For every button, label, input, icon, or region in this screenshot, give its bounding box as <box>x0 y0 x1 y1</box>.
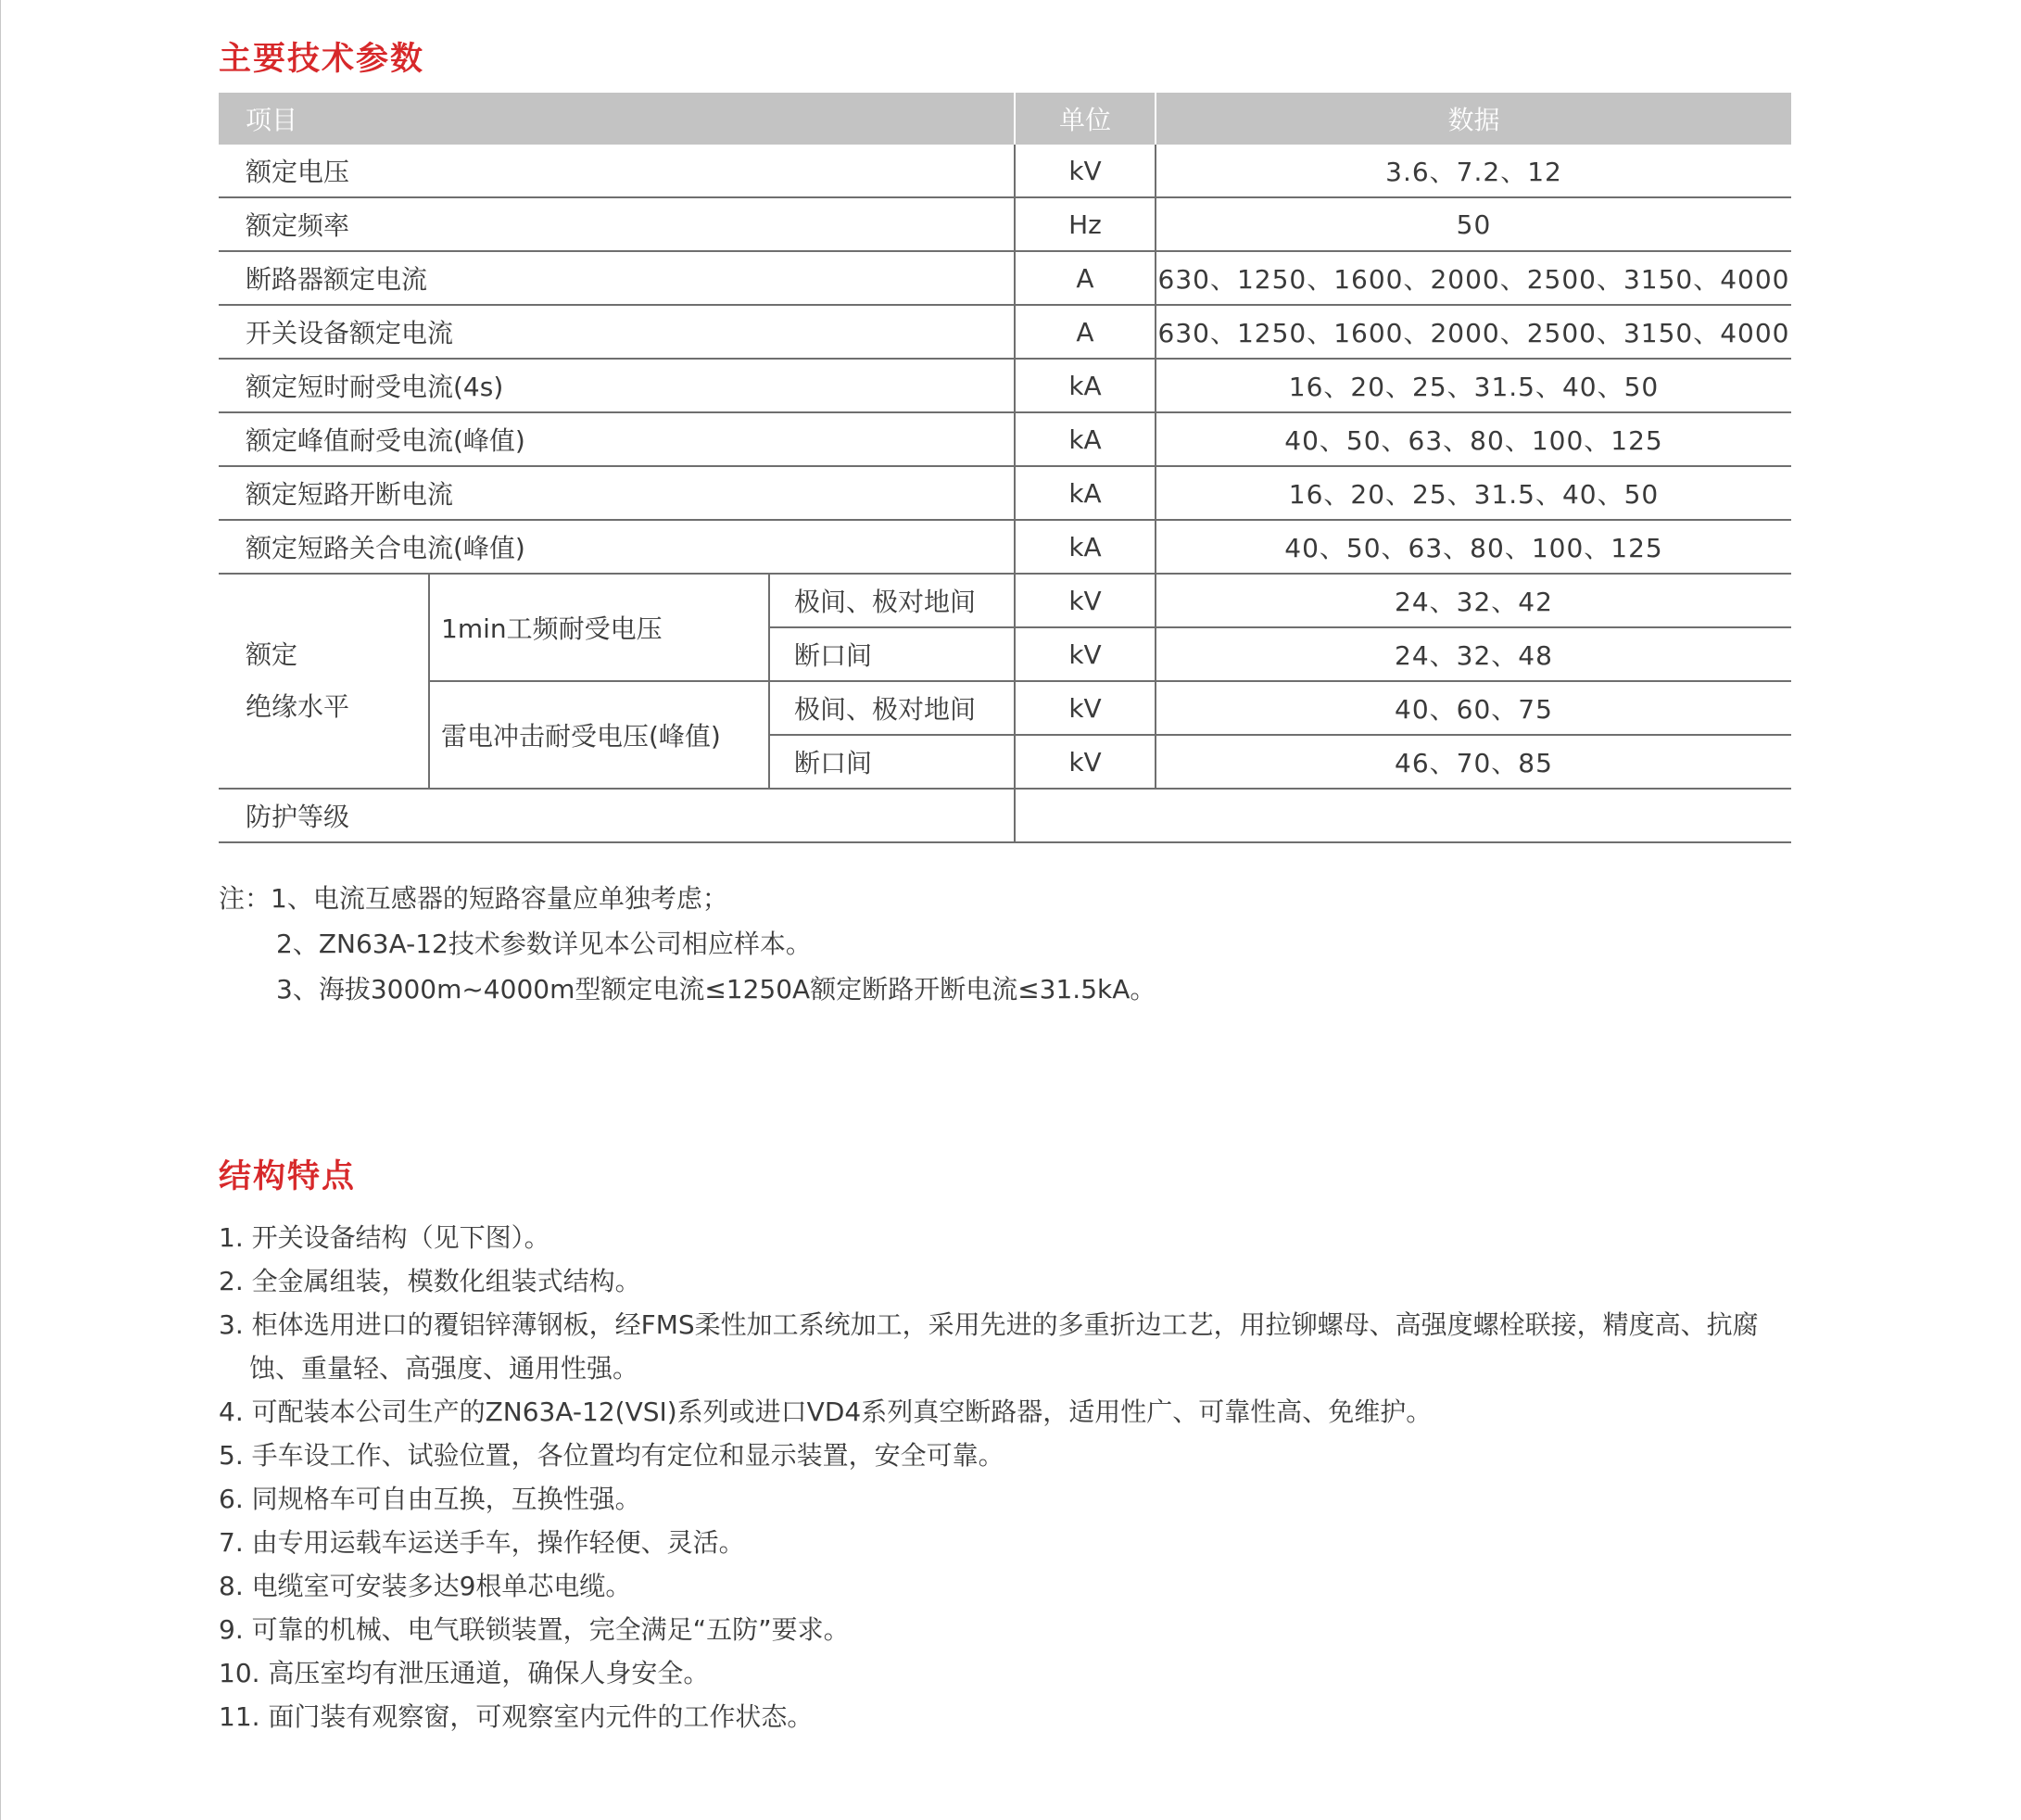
note-line: 2、ZN63A-12技术参数详见本公司相应样本。 <box>276 929 812 959</box>
row-item: 额定短时耐受电流(4s) <box>219 359 1015 412</box>
table-row <box>219 412 1791 466</box>
list-item <box>219 1521 1794 1564</box>
row-data: 16、20、25、31.5、40、50 <box>1156 359 1791 412</box>
insulation-group-line1: 额定 <box>246 639 298 670</box>
row-item: 极间、极对地间 <box>769 681 1015 735</box>
row-unit: Hz <box>1015 197 1156 251</box>
feature-text: 10. 高压室均有泄压通道，确保人身安全。 <box>219 1658 710 1688</box>
header-data: 数据 <box>1156 93 1791 145</box>
insulation-group-line2: 绝缘水平 <box>246 691 350 722</box>
row-data: 630、1250、1600、2000、2500、3150、4000 <box>1156 305 1791 359</box>
list-item <box>219 1651 1794 1695</box>
row-unit: A <box>1015 251 1156 305</box>
row-data: 24、32、42 <box>1156 574 1791 627</box>
list-item <box>219 1695 1794 1738</box>
row-item: 额定短路开断电流 <box>219 466 1015 520</box>
note-line: 注：1、电流互感器的短路容量应单独考虑； <box>219 883 728 914</box>
row-unit: kA <box>1015 412 1156 466</box>
row-item: 额定电压 <box>219 145 1015 197</box>
row-unit: kV <box>1015 681 1156 735</box>
row-data: 46、70、85 <box>1156 735 1791 789</box>
header-unit: 单位 <box>1015 93 1156 145</box>
table-header-row <box>219 93 1791 145</box>
row-unit: kA <box>1015 466 1156 520</box>
table-row <box>219 251 1791 305</box>
row-data: 40、50、63、80、100、125 <box>1156 412 1791 466</box>
list-item <box>219 1303 1794 1390</box>
insulation-row <box>219 681 1791 735</box>
row-unit: kA <box>1015 359 1156 412</box>
row-item: 额定峰值耐受电流(峰值) <box>219 412 1015 466</box>
row-unit: A <box>1015 305 1156 359</box>
feature-text: 1. 开关设备结构（见下图）。 <box>219 1222 550 1253</box>
list-item <box>219 1434 1794 1477</box>
notes-block <box>219 876 1156 1012</box>
list-item <box>219 1564 1794 1608</box>
technical-parameters-table <box>219 93 1791 843</box>
row-unit: kV <box>1015 627 1156 681</box>
list-item <box>219 1390 1794 1434</box>
row-item: 断路器额定电流 <box>219 251 1015 305</box>
row-data: 40、50、63、80、100、125 <box>1156 520 1791 574</box>
row-unit: kV <box>1015 145 1156 197</box>
row-item: 断口间 <box>769 735 1015 789</box>
row-data: 24、32、48 <box>1156 627 1791 681</box>
row-unit: kV <box>1015 574 1156 627</box>
feature-text: 2. 全金属组装，模数化组装式结构。 <box>219 1266 641 1296</box>
features-list <box>219 1216 1794 1738</box>
row-item: 额定频率 <box>219 197 1015 251</box>
table-row <box>219 197 1791 251</box>
power-frequency-withstand-label: 1min工频耐受电压 <box>429 574 769 681</box>
row-data: 50 <box>1156 197 1791 251</box>
note-line: 3、海拔3000m~4000m型额定电流≤1250A额定断路开断电流≤31.5kA。 <box>276 974 1156 1005</box>
list-item <box>219 1259 1794 1303</box>
table-row <box>219 145 1791 197</box>
row-item: 额定短路关合电流(峰值) <box>219 520 1015 574</box>
table-row <box>219 359 1791 412</box>
row-data: 3.6、7.2、12 <box>1156 145 1791 197</box>
section-title-structural-features: 结构特点 <box>219 1158 357 1195</box>
table-row <box>219 789 1791 842</box>
feature-text: 3. 柜体选用进口的覆铝锌薄钢板，经FMS柔性加工系统加工，采用先进的多重折边工艺，用拉铆螺母、高强度螺栓联接，精度高、抗腐蚀、重量轻、高强度、通用性强。 <box>219 1309 1759 1384</box>
row-item: 断口间 <box>769 627 1015 681</box>
feature-text: 6. 同规格车可自由互换，互换性强。 <box>219 1484 641 1514</box>
feature-text: 7. 由专用运载车运送手车，操作轻便、灵活。 <box>219 1527 745 1558</box>
row-unit: kV <box>1015 735 1156 789</box>
feature-text: 4. 可配装本公司生产的ZN63A-12(VSI)系列或进口VD4系列真空断路器，适用性广、可靠性高、免维护。 <box>219 1397 1433 1427</box>
list-item <box>219 1608 1794 1651</box>
feature-text: 9. 可靠的机械、电气联锁装置，完全满足“五防”要求。 <box>219 1614 850 1645</box>
insulation-group-label <box>219 574 429 789</box>
row-unit: kA <box>1015 520 1156 574</box>
table-row <box>219 305 1791 359</box>
list-item <box>219 1216 1794 1259</box>
row-item: 极间、极对地间 <box>769 574 1015 627</box>
row-data: 40、60、75 <box>1156 681 1791 735</box>
table-row <box>219 466 1791 520</box>
list-item <box>219 1477 1794 1521</box>
header-item: 项目 <box>219 93 1015 145</box>
page-edge <box>0 0 1 1820</box>
lightning-impulse-withstand-label: 雷电冲击耐受电压(峰值) <box>429 681 769 789</box>
row-data: 16、20、25、31.5、40、50 <box>1156 466 1791 520</box>
row-item: 开关设备额定电流 <box>219 305 1015 359</box>
insulation-row <box>219 574 1791 627</box>
feature-text: 8. 电缆室可安装多达9根单芯电缆。 <box>219 1571 632 1601</box>
row-value <box>1015 789 1791 842</box>
section-title-technical-parameters: 主要技术参数 <box>219 41 425 78</box>
feature-text: 11. 面门装有观察窗，可观察室内元件的工作状态。 <box>219 1701 814 1732</box>
row-item: 防护等级 <box>219 789 1015 842</box>
table-row <box>219 520 1791 574</box>
feature-text: 5. 手车设工作、试验位置，各位置均有定位和显示装置，安全可靠。 <box>219 1440 1004 1471</box>
row-data: 630、1250、1600、2000、2500、3150、4000 <box>1156 251 1791 305</box>
